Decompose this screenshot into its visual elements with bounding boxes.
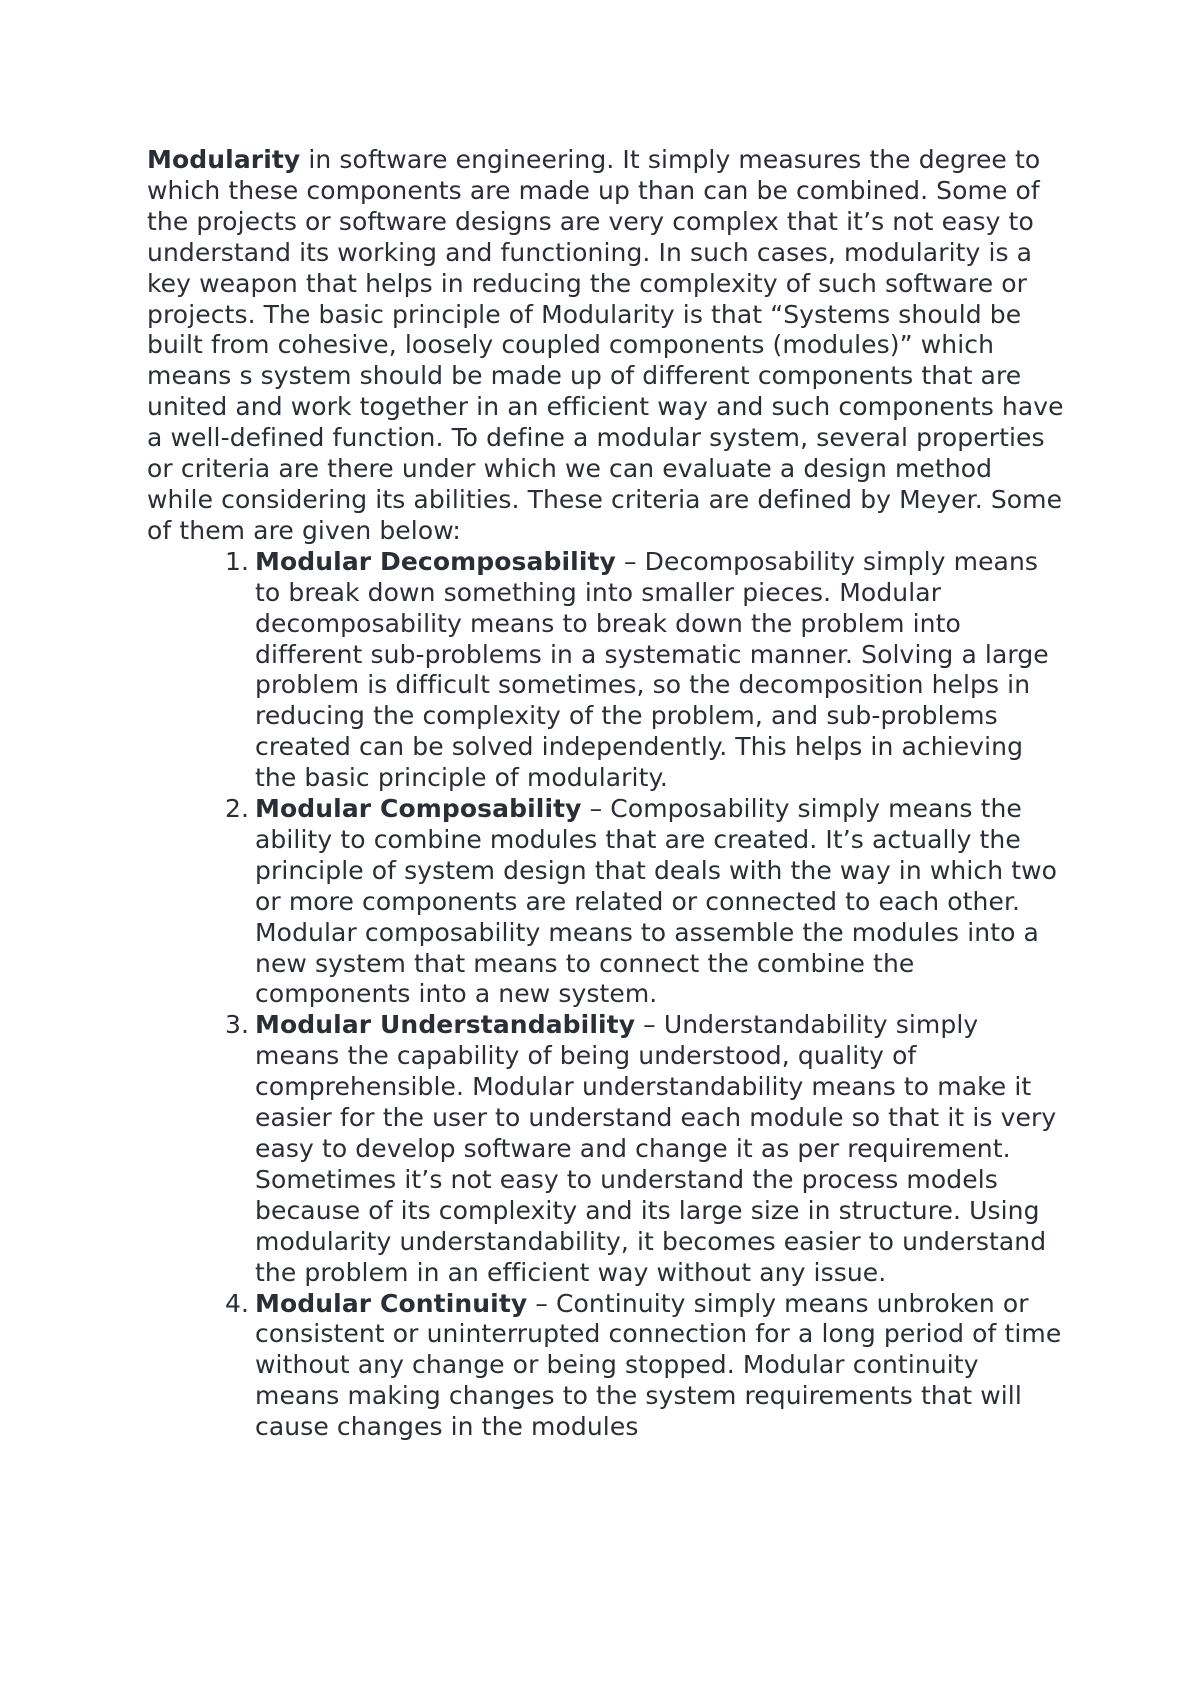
criteria-item-understandability bbox=[224, 1010, 1065, 1288]
criteria-item-decomposability bbox=[224, 546, 1065, 794]
criteria-list bbox=[147, 547, 1065, 1443]
criteria-term: Modular Decomposability bbox=[255, 546, 616, 576]
criteria-text: – Composability simply means the ability to combine modules that are created. It’s actually the principle of system design that deals with the way in which two or more components are related or connected to each other. Modular composability means to assemble the modules into a new system that means to connect the combine the components into a new system. bbox=[255, 794, 1058, 1009]
intro-term: Modularity bbox=[147, 145, 301, 174]
intro-text: in software engineering. It simply measures the degree to which these components are made up than can be combined. Some of the projects or software designs are very complex that it’s not easy to understand its working and functioning. In such cases, modularity is a key weapon that helps in reducing the complexity of such software or projects. The basic principle of Modularity is that “Systems should be built from cohesive, loosely coupled components (modules)” which means s system should be made up of different components that are united and work together in an efficient way and such components have a well-defined function. To define a modular system, several properties or criteria are there under which we can evaluate a design method while considering its abilities. These criteria are defined by Meyer. Some of them are given below: bbox=[147, 145, 1064, 545]
intro-paragraph bbox=[147, 145, 1065, 547]
criteria-term: Modular Understandability bbox=[255, 1010, 636, 1040]
list-number: 4. bbox=[224, 1288, 249, 1318]
criteria-term: Modular Composability bbox=[255, 794, 582, 824]
list-number: 1. bbox=[224, 546, 249, 576]
criteria-item-composability bbox=[224, 794, 1065, 1010]
list-number: 3. bbox=[224, 1010, 249, 1040]
criteria-text: – Continuity simply means unbroken or consistent or uninterrupted connection for a long period of time without any change or being stopped. Modular continuity means making changes to the system requirements that will cause changes in the modules bbox=[255, 1288, 1062, 1442]
criteria-item-continuity bbox=[224, 1288, 1065, 1444]
document-body bbox=[147, 145, 1065, 1443]
criteria-text: – Decomposability simply means to break down something into smaller pieces. Modular decomposability means to break down the problem into different sub-problems in a systematic manner. Solving a large problem is difficult sometimes, so the decomposition helps in reducing the complexity of the problem, and sub-problems created can be solved independently. This helps in achieving the basic principle of modularity. bbox=[255, 546, 1049, 793]
criteria-term: Modular Continuity bbox=[255, 1288, 528, 1318]
criteria-text: – Understandability simply means the capability of being understood, quality of comprehensible. Modular understandability means to make it easier for the user to understand each module so that it is very easy to develop software and change it as per requirement. Sometimes it’s not easy to understand the process models because of its complexity and its large size in structure. Using modularity understandability, it becomes easier to understand the problem in an efficient way without any issue. bbox=[255, 1010, 1057, 1287]
list-number: 2. bbox=[224, 794, 249, 824]
